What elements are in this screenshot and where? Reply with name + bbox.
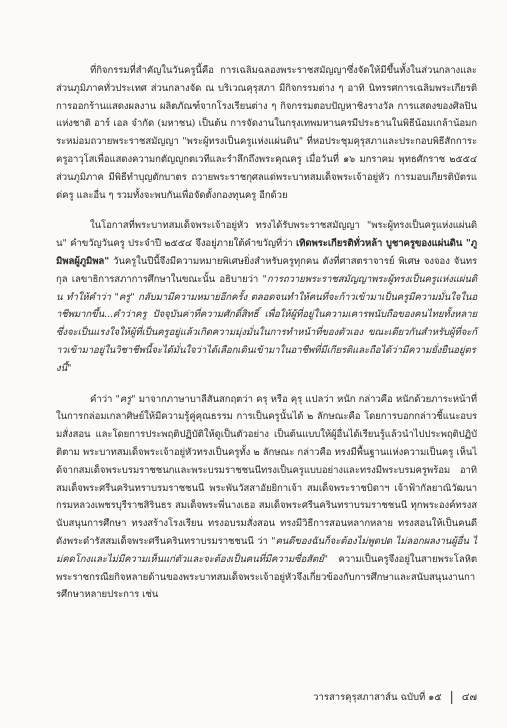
body-paragraph [56, 391, 477, 605]
text-segment: ความเป็นครูจึงอยู่ในสายพระโลหิต พระราชกรณียกิจหลายด้านของพระบาทสมเด็จพระเจ้าอยู่หัวจึงเกี่ยวข้องกับการศึกษาและสนับสนุนงานการศึกษาหลายประการ เช่น [56, 553, 477, 601]
italic-quote: "คนดีของฉันก็จะต้องไม่พูดปด ไม่ลอกผลงานผู้อื่น ไม่คดโกงและไม่มีความเห็นแก่ตัวและจะต้องเป็นคนที่มีความซื่อสัตย์" [56, 535, 477, 565]
text-segment: ที่กิจกรรมที่สำคัญในวันครูนี้คือ การเฉลิมฉลองพระราชสมัญญาซึ่งจัดให้มีขึ้นทั้งในส่วนกลางและส่วนภูมิภาคทั่วประเทศ ส่วนกลางจัด ณ บริเวณคุรุสภา มีกิจกรรมต่าง ๆ อาทิ นิทรรศการเฉลิมพระเกียรติ การออกร้านแสดงผลงาน ผลิตภัณฑ์จากโรงเรียนต่าง ๆ กิจกรรมตอบปัญหาชิงรางวัล การแสดงของศิลปินแห่งชาติ อาร์ เอล จำกัด (มหาชน) เป็นต้น การจัดงานในกรุงเทพมหานครมีประธานในพิธีน้อมเกล้าน้อมกระหม่อมถวายพระราชสมัญญา "พระผู้ทรงเป็นครูแห่งแผ่นดิน" ที่หอประชุมคุรุสภาและประกอบพิธีสักการะครูอาวุโสเพื่อแสดงความกตัญญูกตเวทีและรำลึกถึงพระคุณครู เมื่อวันที่ ๑๖ มกราคม พุทธศักราช ๒๕๕๔ ส่วนภูมิภาค มีพิธีทำบุญตักบาตร ถวายพระราชกุศลแด่พระบาทสมเด็จพระเจ้าอยู่หัว การมอบเกียรติบัตรแด่ครู และอื่น ๆ รวมทั้งจะพบกันเพื่อจัดตั้งกองทุนครู อีกด้วย [56, 65, 477, 201]
article-body [56, 62, 477, 604]
body-paragraph [56, 217, 477, 377]
footer-divider: | [449, 690, 454, 705]
text-segment: คำว่า " [90, 393, 120, 405]
journal-title: วารสารคุรุสภาสาส์น ฉบับที่ ๑๕ [313, 692, 442, 703]
bold-text: เทิดพระเกียรติทั่วหล้า บูชาครูของแผ่นดิน "ภูมิพลผู้ภูมิพล" [56, 238, 477, 267]
text-segment: ในโอกาสที่พระบาทสมเด็จพระเจ้าอยู่หัว ทรงได้รับพระราชสมัญญา "พระผู้ทรงเป็นครูแห่งแผ่นดิน" คำขวัญวันครู ประจำปี ๒๕๕๔ จึงอยู่ภายใต้คำขวัญที่ว่า [56, 220, 477, 250]
page-footer [0, 690, 477, 705]
text-segment: " มาจากภาษาบาลีสันสกฤตว่า ครุ หรือ คุรุ แปลว่า หนัก กล่าวคือ หนักด้วยภาระหน้าที่ในการกล่อมเกลาศิษย์ให้มีความรู้คู่คุณธรรม การเป็นครูนั้นได้ ๒ ลักษณะคือ โดยการบอกกล่าวชี้แนะอบรมสั่งสอน และโดยการประพฤติปฏิบัติให้ดูเป็นตัวอย่าง เป็นต้นแบบให้ผู้อื่นได้เรียนรู้แล้วนำไปประพฤติปฏิบัติตาม พระบาทสมเด็จพระเจ้าอยู่หัวทรงเป็นครูทั้ง ๒ ลักษณะ กล่าวคือ ทรงมีพื้นฐานแห่งความเป็นครู เห็นได้จากสมเด็จพระบรมราชชนกและพระบรมราชชนนีทรงเป็นครูแบบอย่างและทรงมีพระบรมครูพร้อม อาทิ สมเด็จพระศรีนครินทราบรมราชชนนี พระพันวัสสาอัยยิกาเจ้า สมเด็จพระราชบิดาฯ เจ้าฟ้ากัลยาณิวัฒนา กรมหลวงเพชรบุรีราชสิรินธร สมเด็จพระพี่นางเธอ สมเด็จพระศรีนครินทราบรมราชชนนี ทุกพระองค์ทรงสนับสนุนการศึกษา ทรงสร้างโรงเรียน ทรงอบรมสั่งสอน ทรงมีวิธีการสอนหลากหลาย ทรงสอนให้เป็นคนดี ดังพระดำรัสสมเด็จพระศรีนครินทราบรมราชชนนี ว่า [56, 393, 477, 547]
text-segment: วันครูในปีนี้จึงมีความหมายพิเศษยิ่งสำหรับครูทุกคน ดังที่ศาสตราจารย์ พิเศษ จงจอง จันทรกุล เลขาธิการสภาการศึกษาในขณะนั้น อธิบายว่า [56, 255, 477, 285]
body-paragraph [56, 62, 477, 204]
italic-quote: ครู [119, 393, 132, 405]
page-number: ๔๗ [461, 692, 477, 703]
italic-quote: "การถวายพระราชสมัญญาพระผู้ทรงเป็นครูแห่งแผ่นดิน ทำให้คำว่า "ครู" กลับมามีความหมายอีกครั้ง ตลอดจนทำให้คนที่จะก้าวเข้ามาเป็นครูมีความมั่นใจในอาชีพมากขึ้น...คำว่าครู ปัจจุบันค่าที่ความศักดิ์สิทธิ์ เพื่อให้ผู้ที่อยู่ในความเคารพนับถือของคนไทยทั้งหลายซึ่งจะเป็นแรงใจให้ผู้ที่เป็นครูอยู่แล้วเกิดความมุ่งมั่นในการทำหน้าที่ของตัวเอง ขณะเดียวกันสำหรับผู้ที่จะก้าวเข้ามาอยู่ในวิชาชีพนี้จะได้มั่นใจว่าได้เลือกเดินเข้ามาในอาชีพที่มีเกียรติและถือได้ว่ามีความยั่งยืนอยู่ตรงนี้" [56, 273, 477, 374]
